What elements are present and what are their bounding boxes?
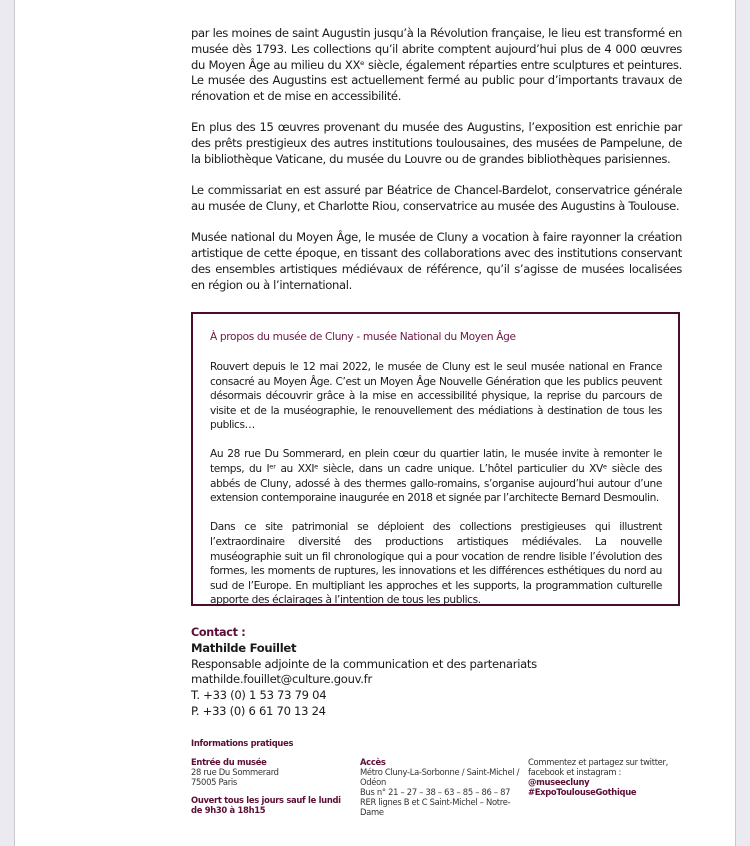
contact-email-link[interactable]: mathilde.fouillet@culture.gouv.fr	[191, 672, 372, 687]
about-box-body	[210, 360, 662, 622]
contact-name: Mathilde Fouillet	[191, 640, 297, 655]
social-prompt: Commentez et partagez sur twitter, facebook et instagram :	[528, 757, 669, 777]
info-entrance-column	[191, 757, 351, 815]
spacer	[191, 787, 351, 795]
contact-mobile: P. +33 (0) 6 61 70 13 24	[191, 703, 326, 718]
social-handle-link[interactable]: @museecluny	[528, 777, 590, 787]
entrance-address-line2: 75005 Paris	[191, 777, 237, 787]
info-section-title: Informations pratiques	[191, 738, 294, 748]
contact-label: Contact :	[191, 626, 246, 639]
opening-hours-line1: Ouvert tous les jours sauf le lundi	[191, 795, 341, 805]
paragraph-loans: En plus des 15 œuvres provenant du musée des Augustins, l’exposition est enrichie par des prêts prestigieux des autres institutions toulousaines, des musées de Pampelune, de la bibliothèque Vaticane, du musée du Louvre ou de grandes bibliothèques parisiennes.	[191, 120, 682, 167]
about-cluny-box	[191, 312, 680, 606]
about-paragraph-collections: Dans ce site patrimonial se déploient des collections prestigieuses qui illustrent l’extraordinaire diversité des productions artistiques médiévales. La nouvelle muséographie suit un fil chronologique qui a pour vocation de rendre lisible l’évolution des formes, les moments de ruptures, les innovations et les différences esthétiques du nord au sud de l’Europe. En multipliant les approches et les supports, la programmation culturelle apporte des éclairages à l’intention de tous les publics.	[210, 521, 662, 607]
about-paragraph-reopening: Rouvert depuis le 12 mai 2022, le musée de Cluny est le seul musée national en France consacré au Moyen Âge. C’est un Moyen Âge Nouvelle Génération que les publics peuvent désormais découvrir grâce à la mise en accessibilité physique, la reprise du parcours de visite et de la muséographie, le renouvellement des médiations à destination de tous les publics…	[210, 361, 662, 432]
info-social-column	[528, 757, 693, 797]
about-box-title: À propos du musée de Cluny - musée National du Moyen Âge	[210, 331, 516, 343]
opening-hours-line2: de 9h30 à 18h15	[191, 805, 266, 815]
access-heading: Accès	[360, 757, 386, 767]
about-paragraph-location: Au 28 rue Du Sommerard, en plein cœur du quartier latin, le musée invite à remonter le temps, du Iᵉʳ au XXIᵉ siècle, dans un cadre unique. L’hôtel particulier du XVᵉ siècle des abbés de Cluny, adossé à des thermes gallo-romains, s’organise aujourd’hui autour d’une extension contemporaine inaugurée en 2018 et signée par l’architecte Bernard Desmoulin.	[210, 448, 662, 505]
social-hashtag-link[interactable]: #ExpoToulouseGothique	[528, 787, 637, 797]
entrance-address-line1: 28 rue Du Sommerard	[191, 767, 279, 777]
access-metro: Métro Cluny-La-Sorbonne / Saint-Michel / Odéon	[360, 767, 520, 787]
contact-role: Responsable adjointe de la communication et des partenariats	[191, 656, 537, 671]
entrance-heading: Entrée du musée	[191, 757, 267, 767]
contact-phone: T. +33 (0) 1 53 73 79 04	[191, 688, 327, 703]
paragraph-curators: Le commissariat en est assuré par Béatrice de Chancel-Bardelot, conservatrice générale au musée de Cluny, et Charlotte Riou, conservatrice au musée des Augustins à Toulouse.	[191, 183, 682, 214]
access-rer: RER lignes B et C Saint-Michel – Notre-Dame	[360, 797, 511, 817]
info-access-column	[360, 757, 520, 817]
document-page	[15, 0, 735, 846]
paragraph-cluny-mission: Musée national du Moyen Âge, le musée de Cluny a vocation à faire rayonner la création artistique de cette époque, en tissant des collaborations avec des institutions conservant des ensembles artistiques médiévaux de référence, qu’il s’agisse de musées localisées en région ou à l’international.	[191, 230, 682, 292]
contact-block	[191, 625, 591, 720]
access-bus: Bus n° 21 – 27 – 38 – 63 – 85 – 86 – 87	[360, 787, 511, 797]
main-body	[191, 26, 682, 309]
paragraph-augustins-history: par les moines de saint Augustin jusqu’à la Révolution française, le lieu est transformé en musée dès 1793. Les collections qu’il abrite comptent aujourd’hui plus de 4 000 œuvres du Moyen Âge au milieu du XXᵉ siècle, également réparties entre sculptures et peintures. Le musée des Augustins est actuellement fermé au public pour d’importants travaux de rénovation et de mise en accessibilité.	[191, 26, 682, 104]
